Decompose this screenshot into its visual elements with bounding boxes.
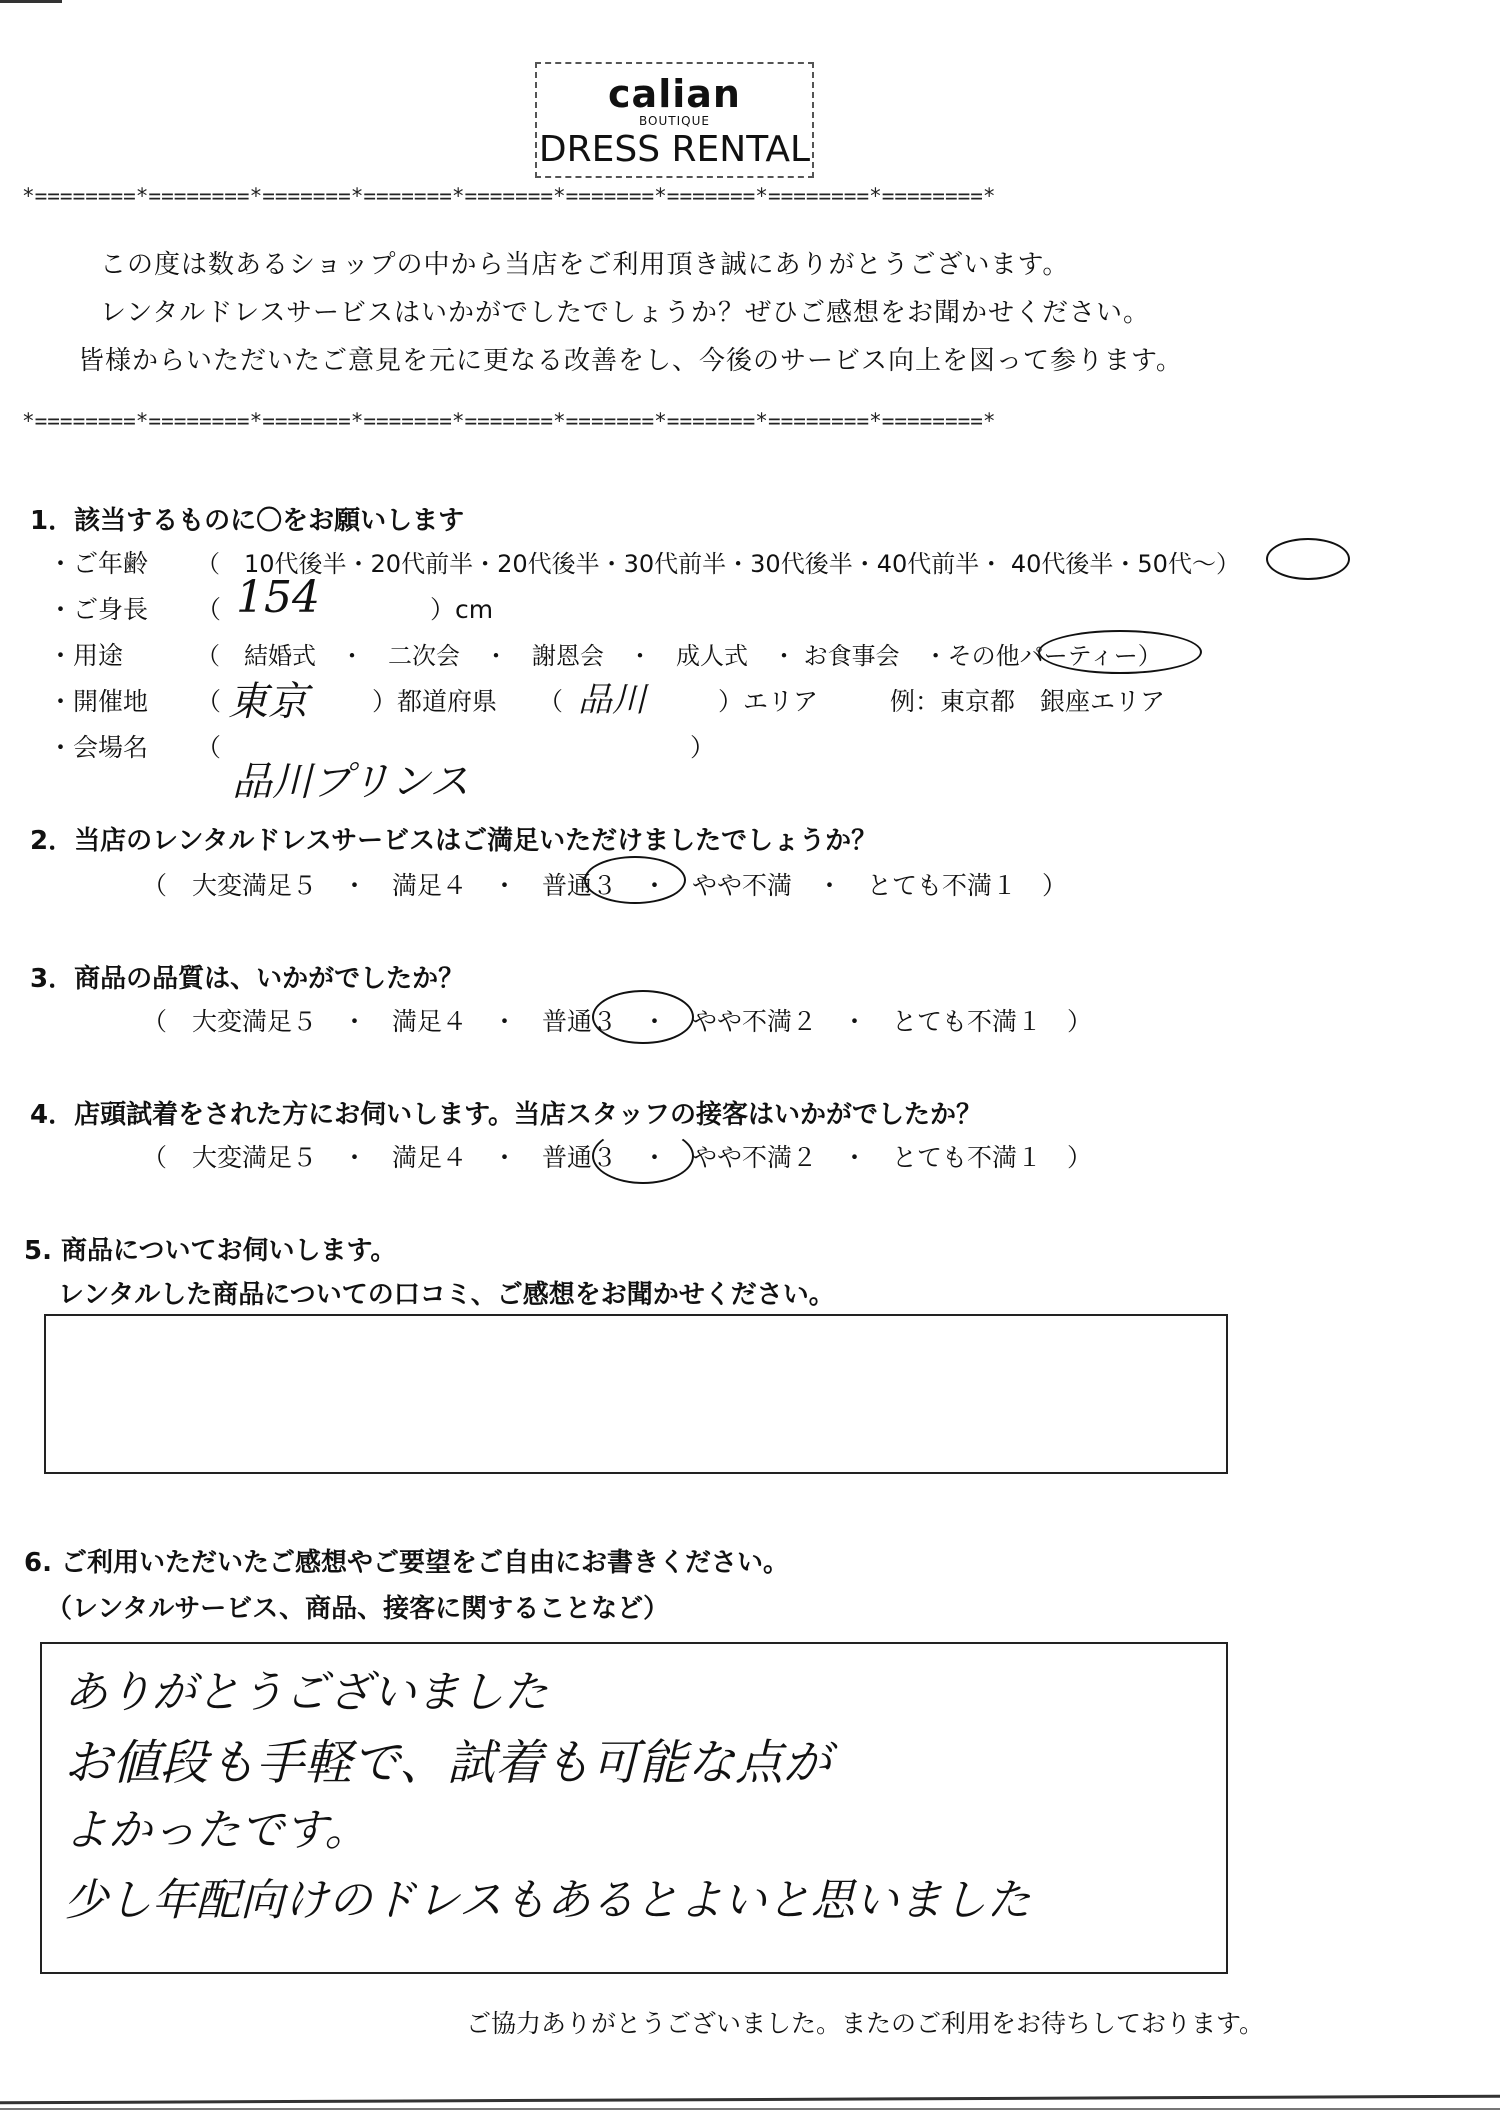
q1-prefecture-open: （ xyxy=(196,687,222,716)
q1-age-options: （ 10代後半・20代前半・20代後半・30代前半・30代後半・40代前半・ 40代後半・50代〜） xyxy=(196,550,1240,578)
bottom-edge-line-2 xyxy=(0,2108,1500,2110)
divider-bottom: *========*========*=======*=======*=======*=======*=======*========*========* xyxy=(22,409,996,433)
q5-answer-box xyxy=(44,1314,1228,1474)
q1-location-label: ・開催地 xyxy=(48,687,149,716)
q6-answer-line-2: お値段も手軽で、試着も可能な点が xyxy=(64,1735,832,1791)
q4-selected-circle xyxy=(592,1128,694,1184)
q1-venue-value: 品川プリンス xyxy=(232,759,470,805)
q1-height-unit: ）cm xyxy=(430,595,494,624)
q4-title: 4．店頭試着をされた方にお伺いします。当店スタッフの接客はいかがでしたか？ xyxy=(30,1100,983,1130)
q2-options: （ 大変満足５ ・ 満足４ ・ 普通３ ・ やや不満 ・ とても不満１ ） xyxy=(142,871,1068,900)
top-edge-line xyxy=(0,0,62,3)
q1-venue-open: （ xyxy=(196,733,222,762)
q6-answer-line-3: よかったです。 xyxy=(64,1805,369,1856)
q5-title: 5. 商品についてお伺いします。 xyxy=(24,1236,397,1266)
q1-height-open: （ xyxy=(196,595,222,624)
q1-venue-label: ・会場名 xyxy=(48,733,149,762)
q1-example: 例：東京都 銀座エリア xyxy=(890,687,1166,716)
q1-area-open: （ xyxy=(538,687,564,716)
q1-title: 1．該当するものに〇をお願いします xyxy=(30,506,465,536)
q1-use-selected-circle xyxy=(1038,630,1202,674)
q1-prefecture-suffix: ）都道府県 xyxy=(372,687,498,716)
q2-selected-circle xyxy=(584,856,686,904)
footer-thanks: ご協力ありがとうございました。またのご利用をお待ちしております。 xyxy=(466,2009,1265,2038)
q1-area-suffix: ）エリア xyxy=(718,687,819,716)
q3-options: （ 大変満足５ ・ 満足４ ・ 普通３ ・ やや不満２ ・ とても不満１ ） xyxy=(142,1007,1093,1036)
logo-brand-text: calian xyxy=(608,72,741,116)
q1-age-label: ・ご年齢 xyxy=(48,549,149,578)
q3-title: 3．商品の品質は、いかがでしたか？ xyxy=(30,964,465,994)
q2-title: 2．当店のレンタルドレスサービスはご満足いただけましたでしょうか？ xyxy=(30,826,878,856)
q6-answer-line-4: 少し年配向けのドレスもあるとよいと思いました xyxy=(64,1875,1031,1926)
q1-age-selected-circle xyxy=(1266,538,1350,580)
intro-line-1: この度は数あるショップの中から当店をご利用頂き誠にありがとうございます。 xyxy=(100,250,1070,280)
q1-height-label: ・ご身長 xyxy=(48,595,149,624)
q3-selected-circle xyxy=(592,990,694,1044)
q6-subtitle: （レンタルサービス、商品、接客に関することなど） xyxy=(46,1594,670,1624)
q1-venue-close: ） xyxy=(690,733,716,762)
intro-line-2: レンタルドレスサービスはいかがでしたでしょうか？ぜひご感想をお聞かせください。 xyxy=(100,298,1151,328)
intro-line-3: 皆様からいただいたご意見を元に更なる改善をし、今後のサービス向上を図って参ります。 xyxy=(78,346,1183,376)
q5-subtitle: レンタルした商品についての口コミ、ご感想をお聞かせください。 xyxy=(58,1280,835,1310)
divider-top: *========*========*=======*=======*=======*=======*=======*========*========* xyxy=(22,184,996,208)
brand-logo xyxy=(535,62,814,178)
logo-sub-text: BOUTIQUE xyxy=(639,114,710,128)
q1-use-label: ・用途 xyxy=(48,641,124,670)
q4-options: （ 大変満足５ ・ 満足４ ・ 普通３ ・ やや不満２ ・ とても不満１ ） xyxy=(142,1143,1093,1172)
q1-area-value: 品川 xyxy=(578,680,646,720)
q1-prefecture-value: 東京 xyxy=(228,679,308,725)
q1-height-value: 154 xyxy=(236,572,320,623)
q6-title: 6. ご利用いただいたご感想やご要望をご自由にお書きください。 xyxy=(24,1548,790,1578)
q6-answer-line-1: ありがとうございました xyxy=(64,1667,548,1718)
q1-use-options: （ 結婚式 ・ 二次会 ・ 謝恩会 ・ 成人式 ・ お食事会 ・その他パーティー） xyxy=(196,642,1162,670)
logo-main-text: DRESS RENTAL xyxy=(538,129,811,170)
bottom-edge-line xyxy=(0,2095,1500,2105)
